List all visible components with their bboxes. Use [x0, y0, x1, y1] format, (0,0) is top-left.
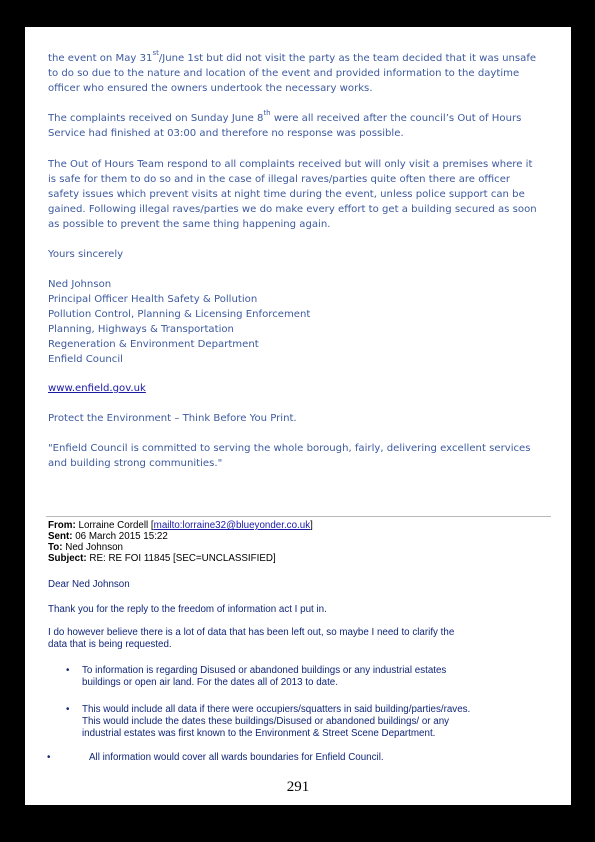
reply-paragraph-2: I do however believe there is a lot of data that has been left out, so maybe I need to clarify the data that is being requested. [48, 627, 455, 650]
from-row: From: Lorraine Cordell [mailto:lorraine32@blueyonder.co.uk] [48, 520, 313, 531]
bullet-item-1: To information is regarding Disused or abandoned buildings or any industrial estates buildings or open air land. For the dates all of 2013 to date. [82, 665, 447, 688]
page-number: 291 [286, 779, 310, 795]
reply-paragraph-1: Thank you for the reply to the freedom of information act I put in. [48, 604, 327, 615]
letter-paragraph-1: the event on May 31st/June 1st but did not visit the party as the team decided that it was unsafe to do so due to the nature and location of the event and provided information to the daytime officer who ensured the owners undertook the necessary works. [48, 49, 537, 94]
website-row [48, 381, 553, 396]
bullet-dot: • [66, 665, 70, 676]
signature-block: Ned Johnson Principal Officer Health Safety & Pollution Pollution Control, Planning & Licensing Enforcement Planning, Highways & Transportation Regeneration & Environment Department Enfield Council [48, 277, 553, 367]
bullet-item-3: All information would cover all wards boundaries for Enfield Council. [89, 752, 384, 763]
subject-row: Subject: RE: RE FOI 11845 [SEC=UNCLASSIFIED] [48, 553, 276, 564]
signature-title: Principal Officer Health Safety & Pollution [48, 294, 258, 305]
bullet-item-2: This would include all data if there were occupiers/squatters in said building/parties/raves. This would include the dates these buildings/Disused or abandoned buildings/ or any industrial estates was first known to the Environment & Street Scene Department. [82, 704, 471, 739]
bullet-dot: • [47, 752, 51, 763]
bullet-dot: • [66, 704, 70, 715]
letter-paragraph-2: The complaints received on Sunday June 8th were all received after the council’s Out of Hours Service had finished at 03:00 and therefore no response was possible. [48, 109, 522, 139]
email-separator [46, 516, 551, 517]
to-row: To: Ned Johnson [48, 542, 123, 553]
email-header [48, 520, 553, 564]
website-link[interactable]: www.enfield.gov.uk [48, 383, 146, 394]
letter-closing: Yours sincerely [48, 249, 124, 260]
from-email-link[interactable]: mailto:lorraine32@blueyonder.co.uk [153, 520, 311, 531]
letter-paragraph-3: The Out of Hours Team respond to all complaints received but will only visit a premises where it is safe for them to do so and in the case of illegal raves/parties quite often there are officer safety issues which prevent visits at night time during the event, unless police support can be gained. Following illegal raves/parties we do make every effort to get a building secured as soon as possible to prevent the same thing happening again. [48, 159, 537, 230]
sent-row: Sent: 06 March 2015 15:22 [48, 531, 168, 542]
environment-note: Protect the Environment – Think Before You Print. [48, 413, 297, 424]
council-motto: "Enfield Council is committed to serving the whole borough, fairly, delivering excellent services and building strong communities." [48, 443, 531, 469]
reply-greeting: Dear Ned Johnson [48, 579, 130, 590]
document-page [25, 27, 571, 805]
signature-name: Ned Johnson [48, 279, 112, 290]
